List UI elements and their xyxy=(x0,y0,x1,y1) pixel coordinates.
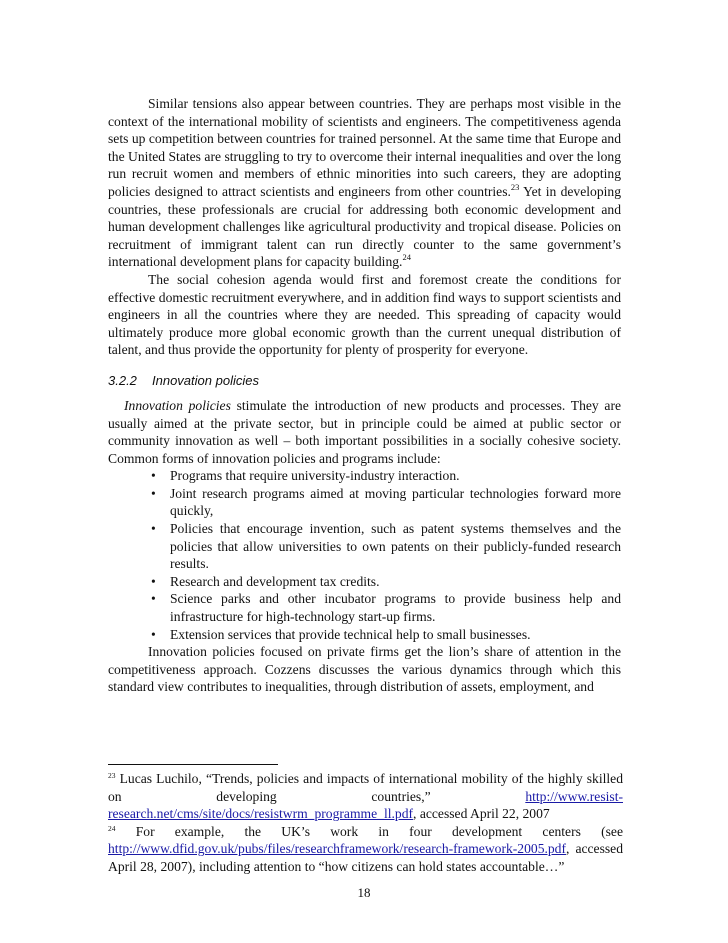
section-heading xyxy=(108,373,621,389)
list-item-text: Programs that require university-industry interaction. xyxy=(170,468,460,484)
list-item-text: Extension services that provide technical help to small businesses. xyxy=(170,626,531,642)
footnote-number: 24 xyxy=(108,823,116,833)
footnote-divider xyxy=(108,764,278,765)
footnote-23 xyxy=(108,770,623,823)
innovation-list xyxy=(108,467,621,643)
bullet-icon: • xyxy=(151,626,156,642)
list-item xyxy=(108,485,621,520)
footnote-text: , accessed April 22, 2007 xyxy=(413,806,550,822)
footnote-number: 23 xyxy=(108,771,116,780)
bullet-icon: • xyxy=(151,573,156,589)
list-item-text: Science parks and other incubator programs to provide business help and infrastructure for high-technology start-up firms. xyxy=(170,591,621,625)
footnote-text: For example, the UK’s work in four development centers (see xyxy=(115,823,623,839)
list-item xyxy=(108,520,621,573)
list-item xyxy=(108,467,621,485)
list-item xyxy=(108,573,621,591)
paragraph-text: Similar tensions also appear between countries. They are perhaps most visible in the context of the international mobility of scientists and engineers. The competitiveness agenda sets up competition between countries for trained personnel. At the same time that Europe and the United States are struggling to try to overcome their internal inequalities and over the long run recruit women and members of ethnic minorities into such careers, they are adopting policies designed to attract scientists and engineers from other countries. xyxy=(108,96,621,199)
section-number: 3.2.2 xyxy=(108,372,137,388)
bullet-icon: • xyxy=(151,468,156,484)
bullet-icon: • xyxy=(151,591,156,607)
paragraph-international-mobility xyxy=(108,95,621,271)
paragraph-text: Yet in developing countries, these professionals are crucial for addressing both economic development and human development challenges like agricultural productivity and tropical disease. Policies on recruitment of immigrant talent can run directly counter to the same government’s international development plans for capacity building. xyxy=(108,183,621,270)
bullet-icon: • xyxy=(151,521,156,537)
list-item xyxy=(108,590,621,625)
page-number: 18 xyxy=(357,885,371,900)
paragraph-innovation-closing: Innovation policies focused on private firms get the lion’s share of attention in the competitiveness approach. Cozzens discusses the various dynamics through which this standard view contributes to inequalities, through distribution of assets, employment, and xyxy=(108,644,621,695)
paragraph-text: stimulate the introduction of new products and processes. They are usually aimed at the private sector, but in principle could be aimed at public sector or community innovation as well – both important possibilities in a socially cohesive society. Common forms of innovation policies and programs include: xyxy=(108,397,622,466)
footnote-link[interactable]: http://www.resist-research.net/cms/site/docs/resistwrm_programme_ll.pdf xyxy=(108,788,623,822)
footnote-ref-24[interactable]: 24 xyxy=(402,252,411,263)
footnote-link[interactable]: http://www.dfid.gov.uk/pubs/files/researchframework/research-framework-2005.pdf xyxy=(108,841,567,857)
paragraph-social-cohesion: The social cohesion agenda would first and foremost create the conditions for effective domestic recruitment everywhere, and in addition find ways to support scientists and engineers in all the countries where they are needed. This spreading of capacity would ultimately produce more global economic growth than the current unequal distribution of talent, and thus provide the opportunity for plenty of prosperity for everyone. xyxy=(108,271,621,358)
section-title: Innovation policies xyxy=(152,372,259,388)
list-item-text: Research and development tax credits. xyxy=(170,573,380,589)
footnotes xyxy=(108,770,623,876)
paragraph-innovation-intro xyxy=(108,397,621,467)
list-item-text: Joint research programs aimed at moving particular technologies forward more quickly, xyxy=(170,485,621,519)
list-item xyxy=(108,626,621,644)
footnote-24 xyxy=(108,823,623,876)
document-body xyxy=(108,95,621,696)
footnote-ref-23[interactable]: 23 xyxy=(510,181,520,192)
innovation-term: Innovation policies xyxy=(124,397,231,413)
footnote-text: Lucas Luchilo, “Trends, policies and impacts of international mobility of the highly skilled on developing countries,” xyxy=(108,771,623,804)
bullet-icon: • xyxy=(151,485,156,501)
footnote-text: , accessed April 28, 2007), including attention to “how citizens can hold states accountable…” xyxy=(108,841,623,874)
list-item-text: Policies that encourage invention, such as patent systems themselves and the policies that allow universities to own patents on their publicly-funded research results. xyxy=(170,521,621,572)
